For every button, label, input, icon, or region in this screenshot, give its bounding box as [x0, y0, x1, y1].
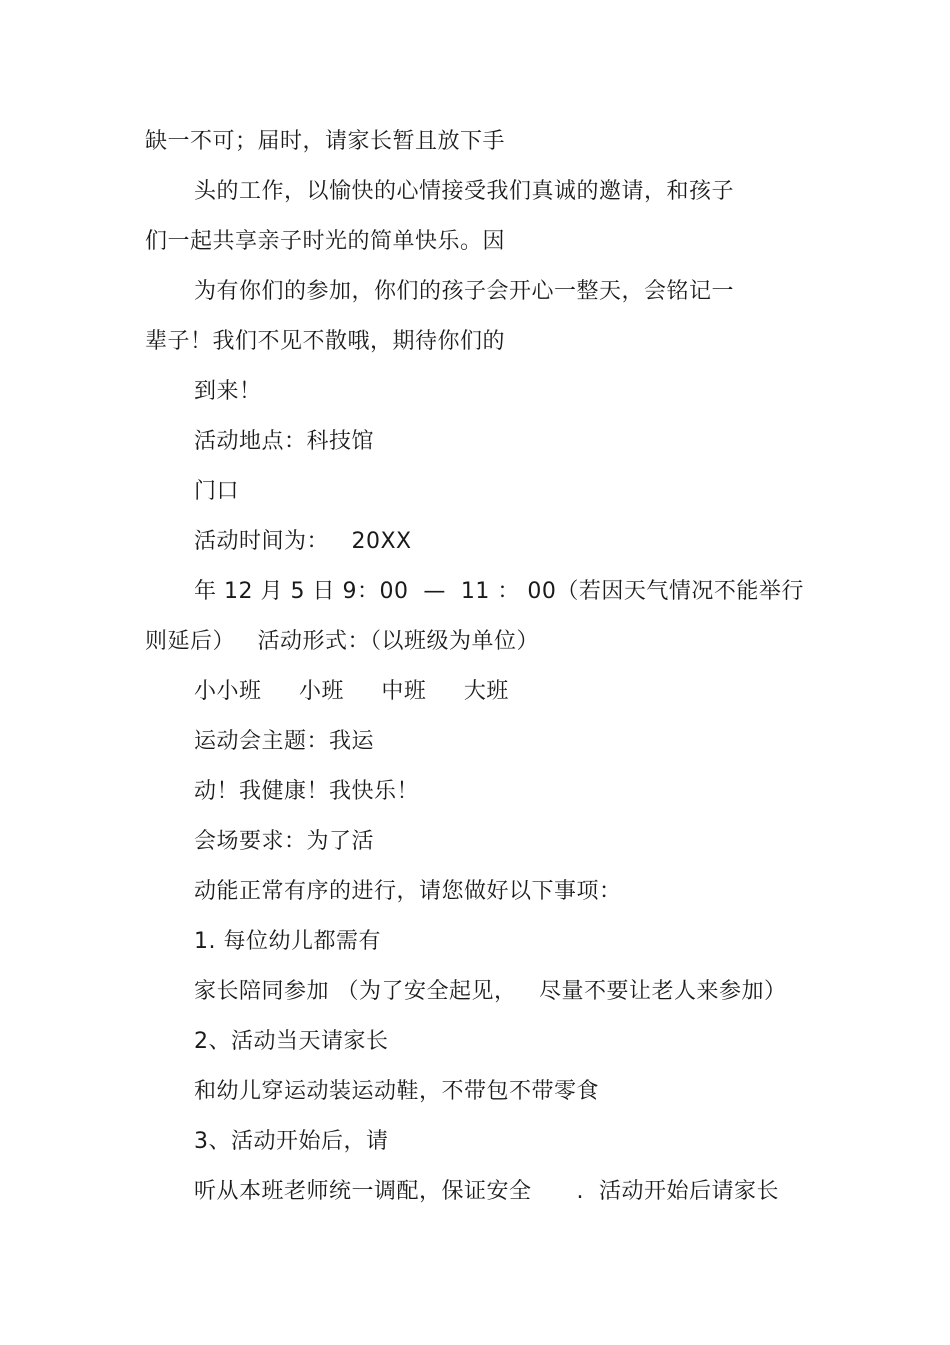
- text-line: 头的工作，以愉快的心情接受我们真诚的邀请，和孩子: [194, 179, 735, 204]
- text-line: 到来！: [194, 379, 262, 404]
- text-line: 为有你们的参加，你们的孩子会开心一整天，会铭记一: [194, 279, 735, 304]
- text-line: 辈子！我们不见不散哦，期待你们的: [145, 329, 506, 354]
- text-line: 和幼儿穿运动装运动鞋，不带包不带零食: [194, 1079, 600, 1104]
- text-line: 家长陪同参加 （为了安全起见， 尽量不要让老人来参加）: [194, 979, 787, 1004]
- text-line: 会场要求：为了活: [194, 829, 375, 854]
- text-line: 则延后） 活动形式：（以班级为单位）: [145, 629, 539, 654]
- text-line: 运动会主题：我运: [194, 729, 375, 754]
- text-line: 活动地点：科技馆: [194, 429, 375, 454]
- text-line: 活动时间为： 20XX: [194, 529, 412, 554]
- text-line: 小小班 小班 中班 大班: [194, 679, 509, 704]
- text-line: 动能正常有序的进行，请您做好以下事项：: [194, 879, 622, 904]
- text-line: 缺一不可；届时，请家长暂且放下手: [145, 129, 506, 154]
- text-line: 2、活动当天请家长: [194, 1029, 389, 1054]
- text-line: 3、活动开始后，请: [194, 1129, 389, 1154]
- text-line: 1. 每位幼儿都需有: [194, 929, 381, 954]
- text-line: 听从本班老师统一调配，保证安全 . 活动开始后请家长: [194, 1179, 779, 1204]
- text-line: 们一起共享亲子时光的简单快乐。因: [145, 229, 506, 254]
- text-line: 年 12 月 5 日 9：00 — 11 ： 00（若因天气情况不能举行: [194, 579, 804, 604]
- text-line: 动！我健康！我快乐！: [194, 779, 420, 804]
- text-line: 门口: [194, 479, 240, 504]
